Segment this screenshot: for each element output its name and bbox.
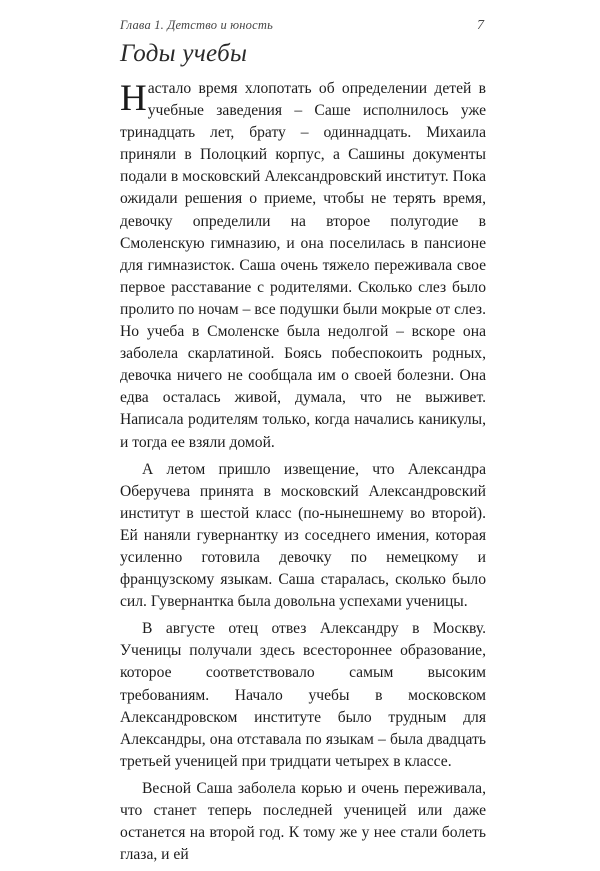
body-text bbox=[120, 78, 486, 871]
paragraph-2: А летом пришло извещение, что Александра Оберучева принята в московский Александровский институт в шестой класс (по-нынешнему во второй). Ей наняли гувернантку из соседнего имения, которая усиленно готовила девочку по немецкому и французскому языкам. Саша старалась, сколько было сил. Гувернантка была довольна успехами ученицы. bbox=[120, 460, 486, 611]
paragraph-3: В августе отец отвез Александру в Москву. Ученицы получали здесь всестороннее образование, которое соответствовало самым высоким требованиям. Начало учебы в московском Александровском институте было трудным для Александры, она отставала по языкам – была двадцать третьей ученицей при тридцати четырех в классе. bbox=[120, 620, 486, 770]
running-header bbox=[120, 18, 484, 34]
drop-cap: Н bbox=[120, 78, 147, 119]
section-heading: Годы учебы bbox=[120, 40, 248, 67]
paragraph-1-text: астало время хлопотать об определении детей в учебные заведения – Саше исполнилось уже тринадцать лет, брату – одиннадцать. Михаила приняли в Полоцкий корпус, а Сашины документы подали в московский Александровский институт. Пока ожидали решения о приеме, чтобы не терять время, девочку определили на второе полугодие в Смоленскую гимназию, и она поселилась в пансионе для гимназисток. Саша очень тяжело переживала свое первое расставание с родителями. Сколько слез было пролито по ночам – все подушки были мокрые от слез. Но учеба в Смоленске была недолгой – вскоре она заболела скарлатиной. Боясь побеспокоить родных, девочка ничего не сообщала им о своей болезни. Она едва осталась живой, думала, что не выживет. Написала родителям только, когда начались каникулы, и тогда ее взяли домой. bbox=[120, 80, 486, 451]
paragraph-1 bbox=[120, 78, 486, 454]
page-number: 7 bbox=[477, 18, 484, 33]
paragraph-4: Весной Саша заболела корью и очень переживала, что станет теперь последней ученицей или даже останется на второй год. К тому же у нее стали болеть глаза, и ей bbox=[120, 779, 486, 864]
running-title: Глава 1. Детство и юность bbox=[120, 18, 273, 32]
